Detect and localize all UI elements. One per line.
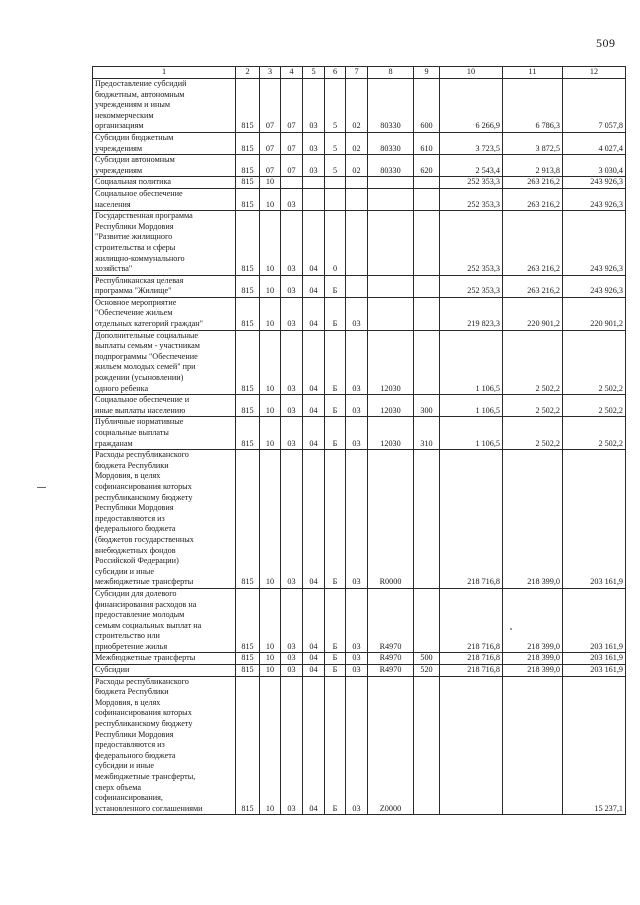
cell-name: Республиканская целевая программа "Жилище" [93, 275, 236, 297]
cell-amount-year-1: 219 823,3 [440, 297, 503, 330]
cell-program [303, 177, 325, 189]
table-row [93, 79, 626, 133]
table-header-row [93, 67, 626, 79]
cell-amount-year-2: 263 216,2 [503, 177, 563, 189]
column-header: 5 [303, 67, 325, 79]
cell-amount-year-3: 243 926,3 [563, 177, 626, 189]
cell-amount-year-1: 252 353,3 [440, 188, 503, 210]
cell-program: 03 [303, 132, 325, 154]
cell-amount-year-3: 2 502,2 [563, 395, 626, 417]
cell-section: 10 [260, 653, 281, 665]
table-row [93, 450, 626, 589]
table-row [93, 177, 626, 189]
budget-table [92, 66, 626, 815]
table-row [93, 188, 626, 210]
cell-name: Межбюджетные трансферты [93, 653, 236, 665]
cell-program: 04 [303, 653, 325, 665]
cell-ministry-code: 815 [236, 330, 260, 395]
cell-expense-type [414, 188, 440, 210]
cell-direction: 80330 [368, 132, 414, 154]
table-row [93, 417, 626, 450]
cell-subprogram: 5 [325, 132, 346, 154]
cell-activity: 03 [346, 588, 368, 653]
column-header: 9 [414, 67, 440, 79]
cell-amount-year-2: 218 399,0 [503, 588, 563, 653]
cell-subprogram: 0 [325, 211, 346, 276]
cell-amount-year-1: 252 353,3 [440, 211, 503, 276]
column-header: 4 [281, 67, 303, 79]
cell-amount-year-1: 1 106,5 [440, 417, 503, 450]
cell-program: 04 [303, 665, 325, 677]
cell-subsection: 03 [281, 188, 303, 210]
cell-program: 04 [303, 330, 325, 395]
cell-ministry-code: 815 [236, 155, 260, 177]
table-row [93, 155, 626, 177]
cell-amount-year-2: 218 399,0 [503, 653, 563, 665]
cell-amount-year-3: 7 057,8 [563, 79, 626, 133]
cell-ministry-code: 815 [236, 188, 260, 210]
cell-ministry-code: 815 [236, 395, 260, 417]
cell-name: Публичные нормативные социальные выплаты гражданам [93, 417, 236, 450]
cell-amount-year-3: 220 901,2 [563, 297, 626, 330]
cell-expense-type [414, 450, 440, 589]
table-row [93, 330, 626, 395]
cell-name: Расходы республиканского бюджета Республики Мордовия, в целях софинансирования которых республиканскому бюджету Республики Мордовия предоставляются из федерального бюджета субсидии и иные межбюджетные трансферты, сверх объема софинансирования, установленного соглашениями [93, 676, 236, 815]
table-body [93, 79, 626, 815]
cell-activity [346, 211, 368, 276]
cell-activity: 03 [346, 395, 368, 417]
cell-activity: 03 [346, 665, 368, 677]
cell-amount-year-1: 252 353,3 [440, 275, 503, 297]
cell-direction [368, 297, 414, 330]
cell-amount-year-1: 218 716,8 [440, 450, 503, 589]
cell-subsection: 03 [281, 653, 303, 665]
cell-program: 04 [303, 395, 325, 417]
cell-amount-year-2: 2 913,8 [503, 155, 563, 177]
cell-subsection [281, 177, 303, 189]
cell-section: 10 [260, 395, 281, 417]
cell-direction [368, 275, 414, 297]
cell-program: 04 [303, 417, 325, 450]
column-header: 12 [563, 67, 626, 79]
cell-amount-year-3: 2 502,2 [563, 417, 626, 450]
cell-subprogram: Б [325, 665, 346, 677]
cell-expense-type: 610 [414, 132, 440, 154]
column-header: 11 [503, 67, 563, 79]
cell-activity [346, 188, 368, 210]
cell-subsection: 03 [281, 450, 303, 589]
cell-amount-year-2: 2 502,2 [503, 395, 563, 417]
cell-expense-type: 310 [414, 417, 440, 450]
cell-amount-year-3: 243 926,3 [563, 211, 626, 276]
cell-ministry-code: 815 [236, 588, 260, 653]
cell-subprogram [325, 188, 346, 210]
cell-subsection: 03 [281, 330, 303, 395]
cell-amount-year-1: 218 716,8 [440, 665, 503, 677]
cell-amount-year-3: 203 161,9 [563, 653, 626, 665]
cell-amount-year-2: 2 502,2 [503, 330, 563, 395]
cell-expense-type: 500 [414, 653, 440, 665]
cell-amount-year-1: 218 716,8 [440, 588, 503, 653]
cell-direction: Z0000 [368, 676, 414, 815]
cell-direction: 80330 [368, 79, 414, 133]
cell-ministry-code: 815 [236, 297, 260, 330]
cell-direction [368, 188, 414, 210]
cell-activity: 02 [346, 155, 368, 177]
cell-activity [346, 275, 368, 297]
cell-program: 04 [303, 676, 325, 815]
cell-name: Дополнительные социальные выплаты семьям - участникам подпрограммы "Обеспечение жильем молодых семей" при рождении (усыновлении) одного ребенка [93, 330, 236, 395]
column-header: 3 [260, 67, 281, 79]
cell-expense-type [414, 330, 440, 395]
cell-amount-year-1: 1 106,5 [440, 395, 503, 417]
cell-subsection: 07 [281, 155, 303, 177]
cell-subsection: 03 [281, 297, 303, 330]
cell-activity: 03 [346, 297, 368, 330]
column-header: 10 [440, 67, 503, 79]
cell-expense-type: 620 [414, 155, 440, 177]
column-header: 2 [236, 67, 260, 79]
cell-expense-type: 300 [414, 395, 440, 417]
cell-ministry-code: 815 [236, 417, 260, 450]
cell-subsection: 03 [281, 395, 303, 417]
cell-ministry-code: 815 [236, 275, 260, 297]
cell-subprogram: Б [325, 395, 346, 417]
cell-ministry-code: 815 [236, 450, 260, 589]
table-row [93, 211, 626, 276]
cell-direction: R4970 [368, 653, 414, 665]
cell-name: Расходы республиканского бюджета Республики Мордовия, в целях софинансирования которых республиканскому бюджету Республики Мордовия предоставляются из федерального бюджета (бюджетов государственных внебюджетных фондов Российской Федерации) субсидии и иные межбюджетные трансферты [93, 450, 236, 589]
cell-amount-year-1: 252 353,3 [440, 177, 503, 189]
cell-section: 10 [260, 188, 281, 210]
cell-activity: 03 [346, 330, 368, 395]
cell-name: Субсидии [93, 665, 236, 677]
cell-subsection: 03 [281, 665, 303, 677]
table-row [93, 132, 626, 154]
cell-section: 07 [260, 79, 281, 133]
cell-amount-year-2: 218 399,0 [503, 450, 563, 589]
cell-program: 04 [303, 297, 325, 330]
cell-name: Основное мероприятие "Обеспечение жильем отдельных категорий граждан" [93, 297, 236, 330]
table-row [93, 275, 626, 297]
cell-direction: R4970 [368, 588, 414, 653]
cell-subprogram: 5 [325, 155, 346, 177]
cell-amount-year-2: 2 502,2 [503, 417, 563, 450]
cell-section: 07 [260, 155, 281, 177]
cell-amount-year-2: 263 216,2 [503, 188, 563, 210]
cell-subprogram: Б [325, 653, 346, 665]
cell-ministry-code: 815 [236, 653, 260, 665]
cell-name: Субсидии для долевого финансирования расходов на предоставление молодым семьям социальных выплат на строительство или приобретение жилья [93, 588, 236, 653]
cell-amount-year-1: 3 723,5 [440, 132, 503, 154]
cell-amount-year-2: 263 216,2 [503, 275, 563, 297]
cell-activity: 03 [346, 417, 368, 450]
table-row [93, 588, 626, 653]
cell-ministry-code: 815 [236, 132, 260, 154]
cell-direction: 12030 [368, 395, 414, 417]
cell-program: 04 [303, 450, 325, 589]
cell-subprogram: 5 [325, 79, 346, 133]
cell-amount-year-3: 203 161,9 [563, 588, 626, 653]
cell-subprogram: Б [325, 297, 346, 330]
cell-name: Государственная программа Республики Мордовия "Развитие жилищного строительства и сферы жилищно-коммунального хозяйства" [93, 211, 236, 276]
cell-activity: 03 [346, 676, 368, 815]
cell-direction: R4970 [368, 665, 414, 677]
cell-section: 10 [260, 450, 281, 589]
cell-name: Предоставление субсидий бюджетным, автономным учреждениям и иным некоммерческим организациям [93, 79, 236, 133]
cell-amount-year-1: 2 543,4 [440, 155, 503, 177]
cell-name: Социальное обеспечение населения [93, 188, 236, 210]
cell-amount-year-3: 203 161,9 [563, 665, 626, 677]
cell-section: 10 [260, 177, 281, 189]
column-header: 6 [325, 67, 346, 79]
cell-ministry-code: 815 [236, 177, 260, 189]
cell-section: 07 [260, 132, 281, 154]
cell-amount-year-1: 6 266,9 [440, 79, 503, 133]
cell-ministry-code: 815 [236, 665, 260, 677]
column-header: 7 [346, 67, 368, 79]
cell-expense-type [414, 177, 440, 189]
cell-amount-year-1: 1 106,5 [440, 330, 503, 395]
cell-expense-type: 600 [414, 79, 440, 133]
cell-subsection: 07 [281, 79, 303, 133]
cell-amount-year-1 [440, 676, 503, 815]
cell-amount-year-1: 218 716,8 [440, 653, 503, 665]
cell-section: 10 [260, 330, 281, 395]
cell-activity [346, 177, 368, 189]
table-row [93, 395, 626, 417]
cell-subprogram: Б [325, 275, 346, 297]
cell-expense-type: 520 [414, 665, 440, 677]
cell-subprogram: Б [325, 450, 346, 589]
cell-amount-year-2: 3 872,5 [503, 132, 563, 154]
cell-ministry-code: 815 [236, 676, 260, 815]
cell-expense-type [414, 676, 440, 815]
cell-amount-year-2: 218 399,0 [503, 665, 563, 677]
cell-amount-year-2: 220 901,2 [503, 297, 563, 330]
column-header: 1 [93, 67, 236, 79]
cell-activity: 03 [346, 450, 368, 589]
cell-program: 04 [303, 211, 325, 276]
cell-amount-year-3: 4 027,4 [563, 132, 626, 154]
cell-section: 10 [260, 665, 281, 677]
cell-subsection: 03 [281, 676, 303, 815]
page-number: 509 [596, 36, 616, 50]
table-row [93, 676, 626, 815]
cell-subsection: 03 [281, 275, 303, 297]
cell-direction: 12030 [368, 330, 414, 395]
cell-name: Субсидии бюджетным учреждениям [93, 132, 236, 154]
cell-amount-year-3: 203 161,9 [563, 450, 626, 589]
cell-program: 03 [303, 155, 325, 177]
cell-expense-type [414, 275, 440, 297]
cell-subprogram: Б [325, 676, 346, 815]
column-header: 8 [368, 67, 414, 79]
cell-subprogram: Б [325, 330, 346, 395]
cell-direction: 80330 [368, 155, 414, 177]
cell-subprogram: Б [325, 588, 346, 653]
cell-subsection: 03 [281, 211, 303, 276]
cell-amount-year-3: 2 502,2 [563, 330, 626, 395]
cell-ministry-code: 815 [236, 79, 260, 133]
cell-program: 04 [303, 588, 325, 653]
cell-program [303, 188, 325, 210]
cell-section: 10 [260, 417, 281, 450]
cell-section: 10 [260, 211, 281, 276]
margin-mark [37, 487, 46, 488]
cell-section: 10 [260, 297, 281, 330]
cell-activity: 02 [346, 79, 368, 133]
cell-amount-year-3: 15 237,1 [563, 676, 626, 815]
cell-subprogram: Б [325, 417, 346, 450]
cell-section: 10 [260, 676, 281, 815]
cell-name: Социальная политика [93, 177, 236, 189]
cell-amount-year-3: 3 030,4 [563, 155, 626, 177]
cell-program: 03 [303, 79, 325, 133]
cell-program: 04 [303, 275, 325, 297]
cell-subprogram [325, 177, 346, 189]
cell-amount-year-2: 263 216,2 [503, 211, 563, 276]
cell-amount-year-2 [503, 676, 563, 815]
cell-direction [368, 211, 414, 276]
cell-section: 10 [260, 275, 281, 297]
cell-direction: 12030 [368, 417, 414, 450]
table-row [93, 297, 626, 330]
cell-name: Субсидии автономным учреждениям [93, 155, 236, 177]
cell-name: Социальное обеспечение и иные выплаты населению [93, 395, 236, 417]
cell-ministry-code: 815 [236, 211, 260, 276]
table-row [93, 665, 626, 677]
cell-activity: 02 [346, 132, 368, 154]
table-row [93, 653, 626, 665]
cell-section: 10 [260, 588, 281, 653]
cell-subsection: 03 [281, 417, 303, 450]
cell-activity: 03 [346, 653, 368, 665]
cell-subsection: 07 [281, 132, 303, 154]
cell-expense-type [414, 211, 440, 276]
cell-subsection: 03 [281, 588, 303, 653]
cell-expense-type [414, 297, 440, 330]
cell-amount-year-3: 243 926,3 [563, 275, 626, 297]
cell-direction: R0000 [368, 450, 414, 589]
cell-amount-year-3: 243 926,3 [563, 188, 626, 210]
cell-amount-year-2: 6 786,3 [503, 79, 563, 133]
cell-direction [368, 177, 414, 189]
cell-expense-type [414, 588, 440, 653]
